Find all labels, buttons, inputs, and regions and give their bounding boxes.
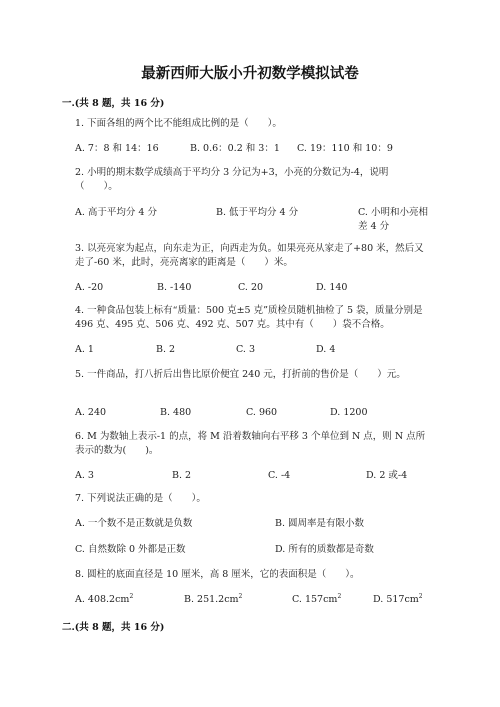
q5-option-c: C. 960 xyxy=(246,407,278,418)
q2-option-b: B. 低于平均分 4 分 xyxy=(216,207,299,218)
section-header-1: 一.(共 8 题，共 16 分) xyxy=(62,98,165,109)
q6-option-d: D. 2 或-4 xyxy=(366,470,408,481)
question-6-stem: 6. M 为数轴上表示-1 的点，将 M 沿着数轴向右平移 3 个单位到 N 点，则 N 点所表示的数为( )。 xyxy=(75,431,426,456)
q4-option-b: B. 2 xyxy=(156,344,176,355)
q4-option-c: C. 3 xyxy=(236,344,256,355)
question-7-options-row-1 xyxy=(75,517,435,531)
q2-option-c: C. 小明和小亮相差 4 分 xyxy=(358,207,428,232)
question-4-options xyxy=(75,343,435,357)
question-7-options-row-2 xyxy=(75,543,435,557)
q3-option-c: C. 20 xyxy=(238,282,264,293)
question-1-options xyxy=(75,142,435,156)
q7-option-a: A. 一个数不是正数就是负数 xyxy=(75,518,193,529)
question-3-stem: 3. 以亮亮家为起点，向东走为正，向西走为负。如果亮亮从家走了+80 米，然后又走了-60 米，此时，亮亮离家的距离是（ ）米。 xyxy=(75,243,424,268)
question-8-options xyxy=(75,593,435,607)
question-6-options xyxy=(75,469,435,483)
q4-option-d: D. 4 xyxy=(316,344,336,355)
question-8-stem: 8. 圆柱的底面直径是 10 厘米，高 8 厘米，它的表面积是（ ）。 xyxy=(75,569,360,580)
question-3-options xyxy=(75,281,435,295)
question-4-stem: 4. 一种食品包装上标有“质量：500 克±5 克”质检员随机抽检了 5 袋，质量分别是 496 克、495 克、506 克、492 克、507 克。其中有（ ）袋不合格。 xyxy=(75,305,423,330)
question-2-stem: 2. 小明的期末数学成绩高于平均分 3 分记为+3，小亮的分数记为-4，说明（ ）。 xyxy=(75,167,389,192)
q5-option-d: D. 1200 xyxy=(330,407,368,418)
q8-option-b: B. $251.2cm^2$ xyxy=(184,592,243,605)
q5-option-a: A. 240 xyxy=(75,407,107,418)
q8-option-d: D. $517cm^2$ xyxy=(373,592,423,605)
question-7-stem: 7. 下列说法正确的是（ ）。 xyxy=(75,493,206,504)
question-2-options xyxy=(75,206,435,232)
q1-option-a: A. 7：8 和 14：16 xyxy=(75,143,159,154)
page-title: 最新西师大版小升初数学模拟试卷 xyxy=(141,65,359,82)
q3-option-a: A. -20 xyxy=(75,282,104,293)
q6-option-b: B. 2 xyxy=(172,470,192,481)
q3-option-b: B. -140 xyxy=(157,282,192,293)
q8-option-a: A. $408.2cm^2$ xyxy=(75,592,134,605)
q8-option-c: C. $157cm^2$ xyxy=(292,592,342,605)
question-5-options xyxy=(75,406,435,420)
q6-option-c: C. -4 xyxy=(268,470,291,481)
q1-option-b: B. 0.6：0.2 和 3：1 xyxy=(190,143,280,154)
q5-option-b: B. 480 xyxy=(160,407,192,418)
q7-option-c: C. 自然数除 0 外都是正数 xyxy=(75,544,186,555)
q7-option-d: D. 所有的质数都是奇数 xyxy=(275,544,374,555)
q1-option-c: C. 19：110 和 10：9 xyxy=(297,143,393,154)
question-1-stem: 1. 下面各组的两个比不能组成比例的是（ ）。 xyxy=(75,118,282,129)
q6-option-a: A. 3 xyxy=(75,470,94,481)
q4-option-a: A. 1 xyxy=(75,344,94,355)
q3-option-d: D. 140 xyxy=(316,282,348,293)
question-5-stem: 5. 一件商品，打八折后出售比原价便宜 240 元，打折前的售价是（ ）元。 xyxy=(75,369,406,380)
q7-option-b: B. 圆周率是有限小数 xyxy=(275,518,365,529)
section-header-2: 二.(共 8 题，共 16 分) xyxy=(62,622,165,633)
q2-option-a: A. 高于平均分 4 分 xyxy=(75,207,157,218)
